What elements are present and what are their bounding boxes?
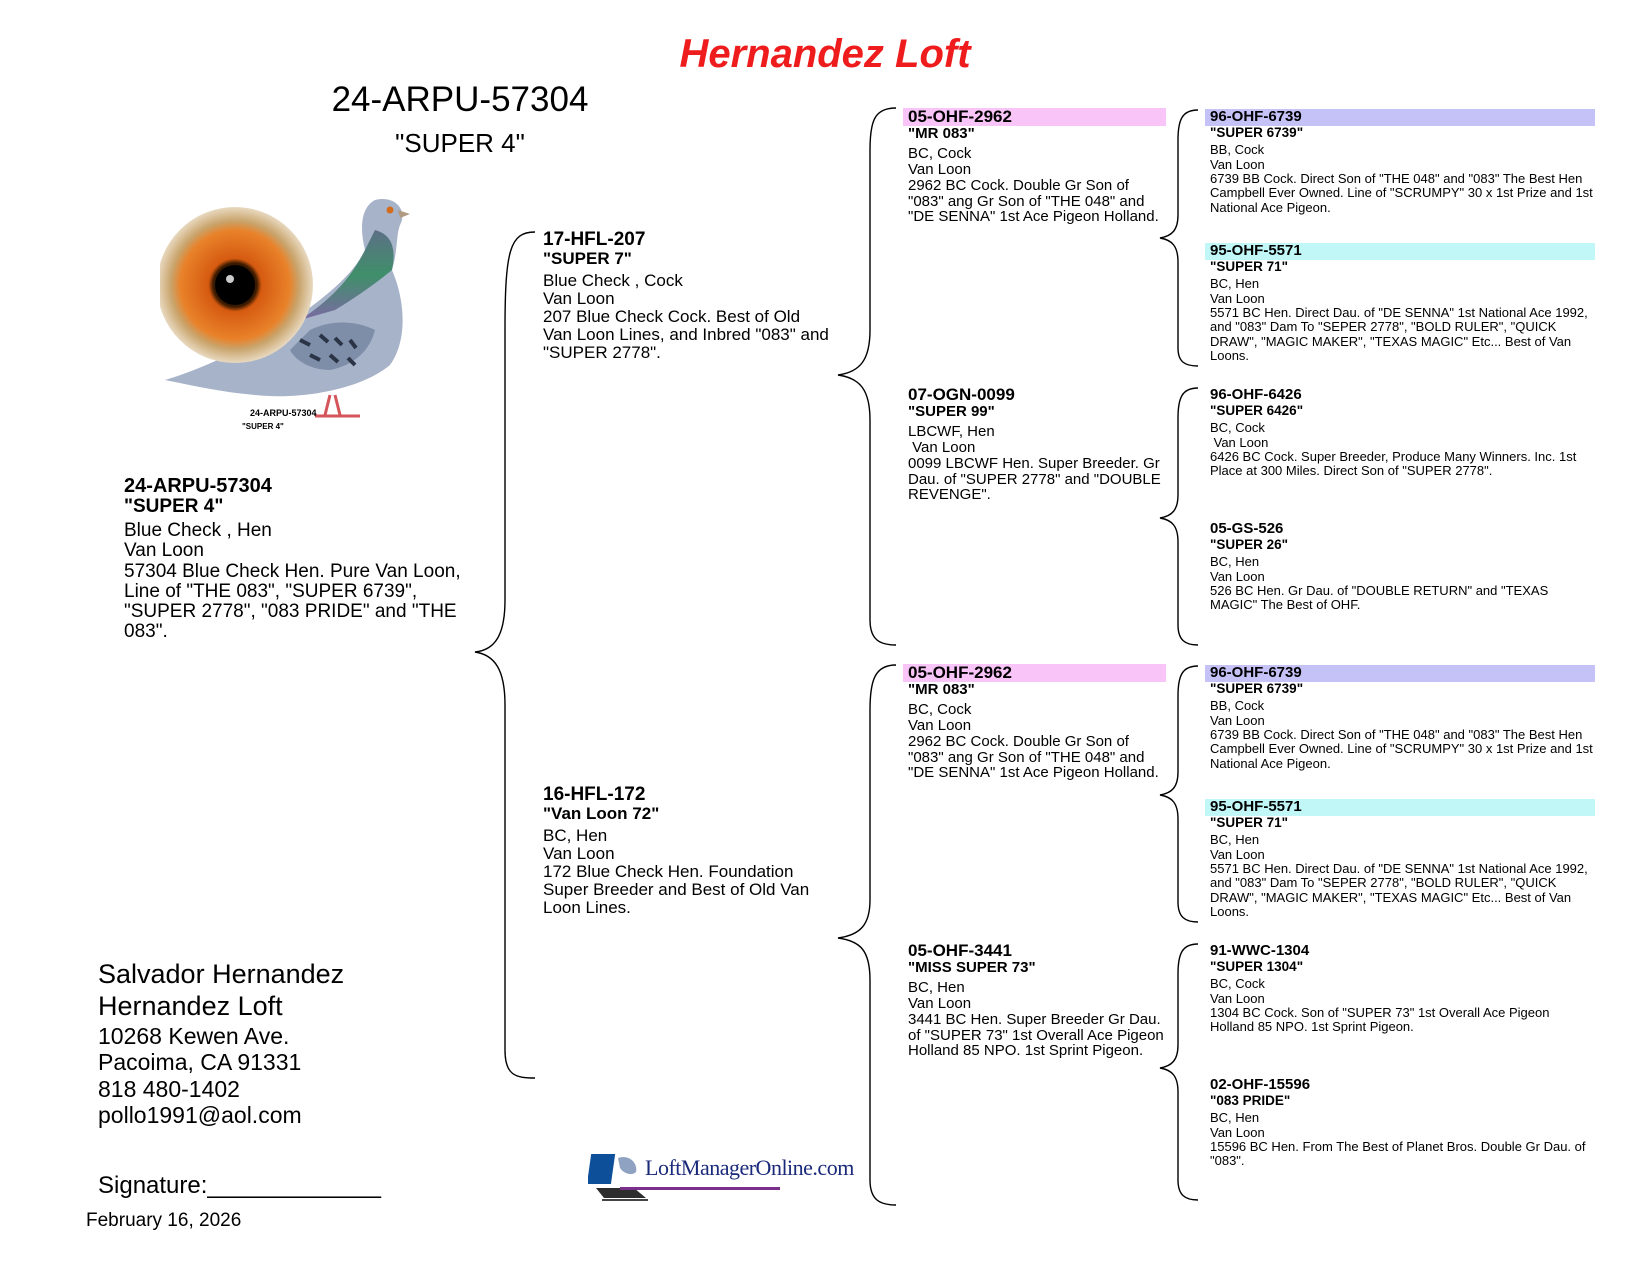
great-grandparent-band: 02-OHF-15596 (1210, 1076, 1311, 1093)
grandparent-name: "MR 083" (908, 681, 975, 699)
great-grandparent-strain: Van Loon (1210, 290, 1265, 306)
grandparent-strain: Van Loon (908, 994, 972, 1012)
great-grandparent-band: 95-OHF-5571 (1205, 799, 1595, 816)
great-grandparent-name: "SUPER 71" (1210, 258, 1289, 274)
great-grandparent-description: 6739 BB Cock. Direct Son of "THE 048" and "083" The Best Hen Campbell Ever Owned. Line of "SCRUMPY" 30 x 1st Prize and 1st National Ace Pigeon. (1210, 726, 1593, 771)
subject-name-heading: "SUPER 4" (395, 128, 525, 158)
sire-card (543, 230, 833, 362)
grandparent-card (908, 664, 1166, 781)
grandparent-strain: Van Loon (908, 438, 976, 456)
grandparent-card (908, 386, 1166, 503)
grandparent-color-sex: BC, Cock (908, 700, 972, 718)
great-grandparent-description: 6739 BB Cock. Direct Son of "THE 048" and "083" The Best Hen Campbell Ever Owned. Line of "SCRUMPY" 30 x 1st Prize and 1st National Ace Pigeon. (1210, 170, 1593, 215)
grandparent-strain: Van Loon (908, 160, 972, 178)
owner-loft: Hernandez Loft (98, 991, 283, 1022)
loftmanager-logo-icon (588, 1148, 650, 1210)
subject-strain: Van Loon (124, 540, 204, 562)
great-grandparent-band: 91-WWC-1304 (1210, 942, 1310, 959)
dam-color-sex: BC, Hen (543, 826, 608, 846)
grandparent-name: "SUPER 99" (908, 403, 995, 421)
subject-description: 57304 Blue Check Hen. Pure Van Loon, Line of "THE 083", "SUPER 6739", "SUPER 2778", "083 PRIDE" and "THE 083". (124, 560, 461, 642)
great-grandparent-card (1210, 799, 1595, 919)
great-grandparent-band: 96-OHF-6739 (1205, 665, 1595, 682)
great-grandparent-name: "SUPER 6739" (1210, 124, 1304, 140)
great-grandparent-card (1210, 109, 1595, 215)
great-grandparent-description: 5571 BC Hen. Direct Dau. of "DE SENNA" 1st National Ace 1992, and "083" Dam To "SEPER 2778", "BOLD RULER", "QUICK DRAW", "MAGIC MAKER", "TEXAS MAGIC" Etc... Best of Van Loons. (1210, 860, 1588, 919)
great-grandparent-card (1210, 943, 1595, 1035)
owner-address-line2: Pacoima, CA 91331 (98, 1049, 302, 1076)
grandparent-band: 05-OHF-2962 (903, 664, 1166, 682)
great-grandparent-card (1210, 243, 1595, 363)
grandparent-name: "MISS SUPER 73" (908, 959, 1036, 977)
great-grandparent-description: 1304 BC Cock. Son of "SUPER 73" 1st Overall Ace Pigeon Holland 85 NPO. 1st Sprint Pigeon. (1210, 1004, 1550, 1035)
subject-band: 24-ARPU-57304 (124, 475, 272, 497)
grandparent-color-sex: BC, Hen (908, 978, 965, 996)
grandparent-strain: Van Loon (908, 716, 972, 734)
great-grandparent-color-sex: BC, Cock (1210, 420, 1265, 436)
great-grandparent-color-sex: BB, Cock (1210, 698, 1265, 714)
subject-name: "SUPER 4" (124, 496, 224, 518)
subject-band-heading: 24-ARPU-57304 (331, 80, 589, 119)
great-grandparent-color-sex: BC, Cock (1210, 976, 1265, 992)
owner-email: pollo1991@aol.com (98, 1102, 302, 1129)
great-grandparent-name: "083 PRIDE" (1210, 1092, 1291, 1108)
signature-line: Signature:_____________ (98, 1172, 381, 1199)
subject-color-sex: Blue Check , Hen (124, 520, 272, 542)
great-grandparent-name: "SUPER 26" (1210, 536, 1289, 552)
great-grandparent-card (1210, 521, 1595, 613)
print-date: February 16, 2026 (86, 1210, 242, 1231)
sire-color-sex: Blue Check , Cock (543, 271, 683, 291)
grandparent-band: 05-OHF-2962 (903, 108, 1166, 126)
grandparent-band: 05-OHF-3441 (908, 941, 1012, 960)
sire-strain: Van Loon (543, 289, 615, 309)
great-grandparent-card (1210, 387, 1595, 479)
grandparent-color-sex: BC, Cock (908, 144, 972, 162)
great-grandparent-strain: Van Loon (1210, 990, 1265, 1006)
great-grandparent-band: 96-OHF-6426 (1210, 386, 1302, 403)
grandparent-description: 2962 BC Cock. Double Gr Son of "083" ang Gr Son of "THE 048" and "DE SENNA" 1st Ace Pigeon Holland. (908, 732, 1159, 782)
sire-name: "SUPER 7" (543, 249, 632, 269)
photo-caption-name: "SUPER 4" (242, 422, 284, 431)
subject-card (124, 476, 474, 642)
owner-name: Salvador Hernandez (98, 959, 345, 989)
great-grandparent-band: 95-OHF-5571 (1205, 243, 1595, 260)
loft-title: Hernandez Loft (679, 32, 971, 76)
dam-band: 16-HFL-172 (543, 784, 646, 805)
owner-block (98, 958, 344, 1129)
great-grandparent-strain: Van Loon (1210, 1124, 1265, 1140)
grandparent-card (908, 942, 1166, 1059)
great-grandparent-color-sex: BC, Hen (1210, 276, 1260, 292)
great-grandparent-description: 5571 BC Hen. Direct Dau. of "DE SENNA" 1st National Ace 1992, and "083" Dam To "SEPER 2778", "BOLD RULER", "QUICK DRAW", "MAGIC MAKER", "TEXAS MAGIC" Etc... Best of Van Loons. (1210, 304, 1588, 363)
logo-text: LoftManagerOnline.com (645, 1155, 854, 1180)
grandparent-card (908, 108, 1166, 225)
grandparent-band: 07-OGN-0099 (908, 385, 1015, 404)
great-grandparent-name: "SUPER 1304" (1210, 958, 1304, 974)
great-grandparent-strain: Van Loon (1210, 568, 1265, 584)
great-grandparent-band: 96-OHF-6739 (1205, 109, 1595, 126)
great-grandparent-name: "SUPER 6426" (1210, 402, 1304, 418)
dam-name: "Van Loon 72" (543, 804, 660, 824)
dam-description: 172 Blue Check Hen. Foundation Super Breeder and Best of Old Van Loon Lines. (543, 862, 810, 918)
logo-underline (620, 1186, 780, 1192)
grandparent-description: 3441 BC Hen. Super Breeder Gr Dau. of "SUPER 73" 1st Overall Ace Pigeon Holland 85 NPO. 1st Sprint Pigeon. (908, 1010, 1164, 1060)
great-grandparent-strain: Van Loon (1210, 712, 1265, 728)
great-grandparent-card (1210, 1077, 1595, 1169)
grandparent-description: 0099 LBCWF Hen. Super Breeder. Gr Dau. of "SUPER 2778" and "DOUBLE REVENGE". (908, 454, 1161, 504)
dam-strain: Van Loon (543, 844, 615, 864)
grandparent-color-sex: LBCWF, Hen (908, 422, 995, 440)
photo-caption-band: 24-ARPU-57304 (250, 408, 317, 418)
great-grandparent-color-sex: BC, Hen (1210, 832, 1260, 848)
owner-phone: 818 480-1402 (98, 1075, 240, 1102)
great-grandparent-name: "SUPER 6739" (1210, 680, 1304, 696)
great-grandparent-name: "SUPER 71" (1210, 814, 1289, 830)
great-grandparent-description: 6426 BC Cock. Super Breeder, Produce Many Winners. Inc. 1st Place at 300 Miles. Direct Son of "SUPER 2778". (1210, 448, 1577, 479)
great-grandparent-color-sex: BC, Hen (1210, 1110, 1260, 1126)
great-grandparent-card (1210, 665, 1595, 771)
sire-description: 207 Blue Check Cock. Best of Old Van Loon Lines, and Inbred "083" and "SUPER 2778". (543, 307, 829, 363)
sire-band: 17-HFL-207 (543, 229, 646, 250)
great-grandparent-color-sex: BB, Cock (1210, 142, 1265, 158)
great-grandparent-color-sex: BC, Hen (1210, 554, 1260, 570)
great-grandparent-strain: Van Loon (1210, 846, 1265, 862)
dam-card (543, 785, 833, 917)
great-grandparent-description: 15596 BC Hen. From The Best of Planet Bros. Double Gr Dau. of "083". (1210, 1138, 1586, 1169)
great-grandparent-strain: Van Loon (1210, 156, 1265, 172)
grandparent-description: 2962 BC Cock. Double Gr Son of "083" ang Gr Son of "THE 048" and "DE SENNA" 1st Ace Pigeon Holland. (908, 176, 1159, 226)
great-grandparent-description: 526 BC Hen. Gr Dau. of "DOUBLE RETURN" and "TEXAS MAGIC" The Best of OHF. (1210, 582, 1549, 613)
great-grandparent-strain: Van Loon (1210, 434, 1269, 450)
great-grandparent-band: 05-GS-526 (1210, 520, 1284, 537)
grandparent-name: "MR 083" (908, 125, 975, 143)
owner-address-line1: 10268 Kewen Ave. (98, 1022, 290, 1049)
